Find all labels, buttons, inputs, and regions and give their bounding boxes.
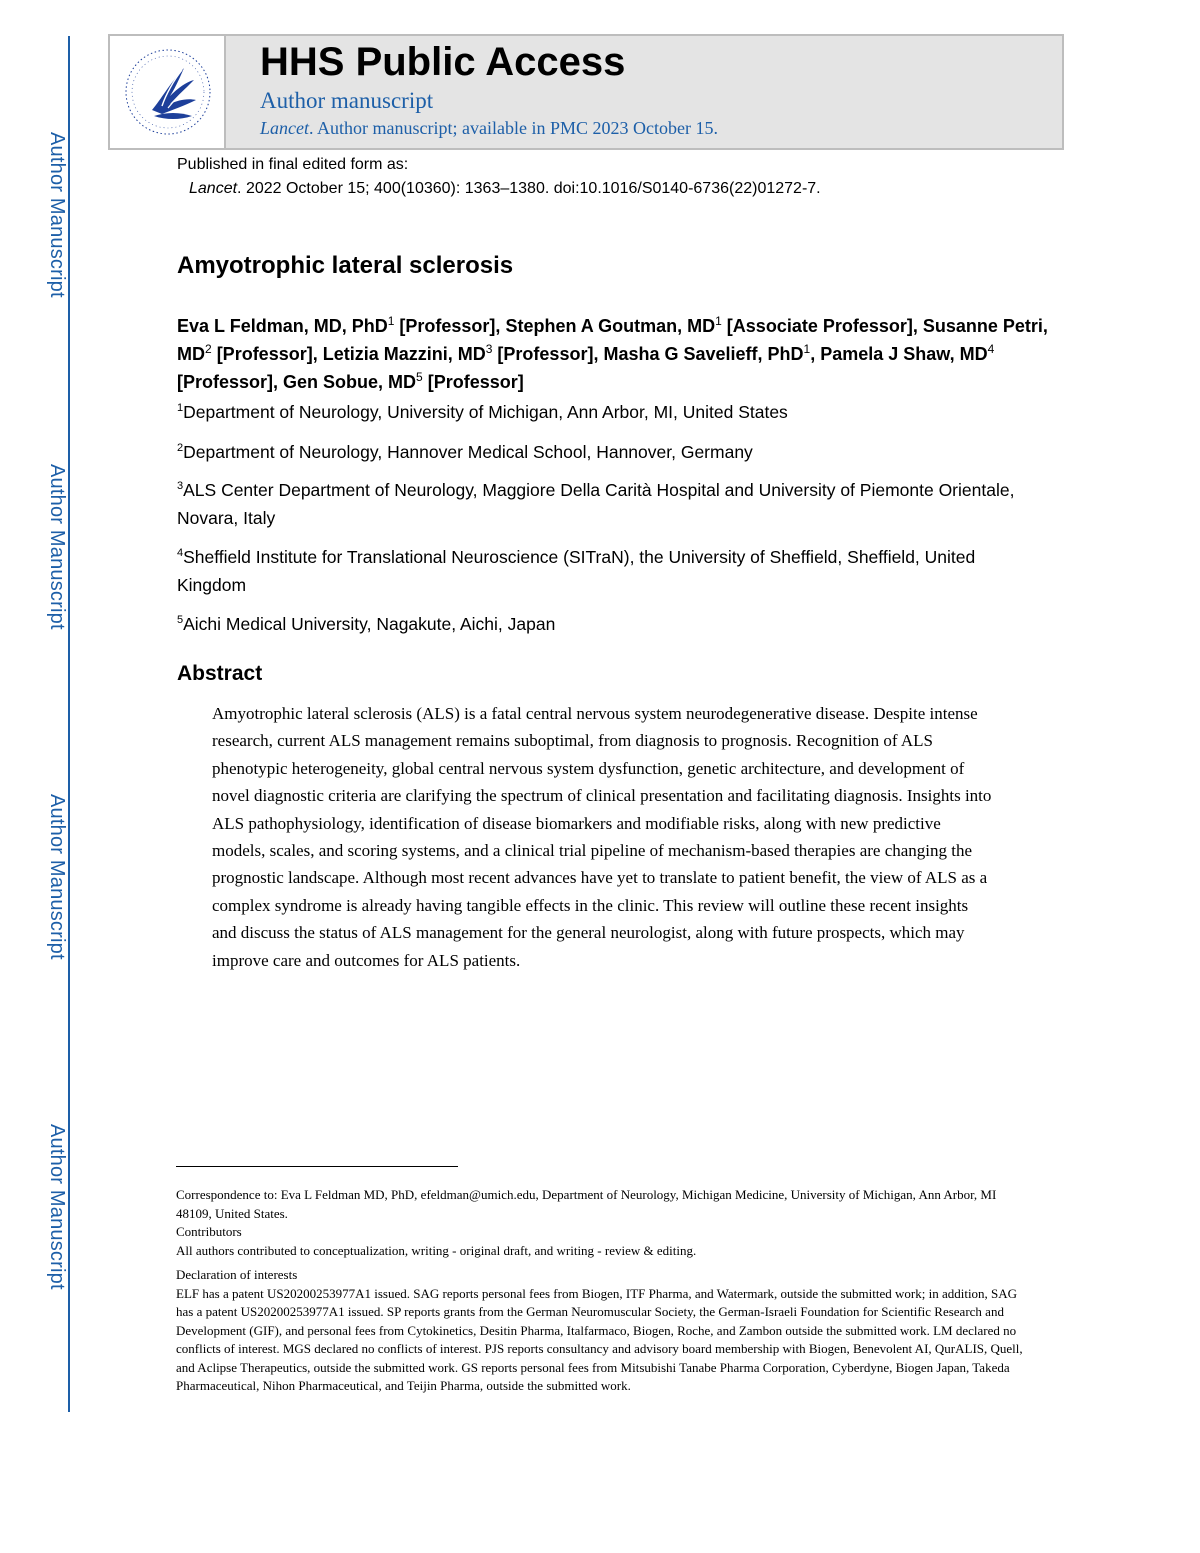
author-role: [Professor] [422,372,524,392]
affiliation-number: 2 [177,442,184,455]
affiliation [177,543,1037,599]
side-label-2: Author Manuscript [46,464,68,630]
author-role: [Professor], [211,344,323,364]
author-affiliation-mark: 3 [485,342,493,356]
header-availability: . Author manuscript; available in PMC 2023 October 15. [309,118,718,138]
affiliation-text: Aichi Medical University, Nagakute, Aichi, Japan [183,614,556,634]
citation-journal: Lancet [189,180,238,197]
published-label: Published in final edited form as: [177,156,409,173]
author-affiliation-mark: 2 [205,342,212,356]
hhs-title-panel [226,36,1062,148]
citation-details: . 2022 October 15; 400(10360): 1363–1380. doi:10.1016/S0140-6736(22)01272-7. [237,180,821,197]
affiliation-text: Department of Neurology, University of Michigan, Ann Arbor, MI, United States [183,402,788,422]
affiliation-text: Sheffield Institute for Translational Neuroscience (SITraN), the University of Sheffield, Sheffield, United Kingdom [177,547,976,595]
author-name: Gen Sobue, MD [283,372,417,392]
author-name: Pamela J Shaw, MD [820,344,988,364]
affiliation [177,610,1037,638]
author-role: , [810,344,821,364]
author-manuscript-label: Author manuscript [260,88,434,113]
side-label-1: Author Manuscript [46,132,68,298]
article-title: Amyotrophic lateral sclerosis [177,252,514,279]
abstract-heading: Abstract [177,662,263,685]
side-label-4: Author Manuscript [46,1124,68,1290]
author-affiliation-mark: 1 [803,342,811,356]
hhs-header [108,34,1064,150]
footnote-divider [176,1166,458,1167]
author-role: [Professor], [177,372,284,392]
author-list [177,312,1057,396]
side-label-3: Author Manuscript [46,794,68,960]
citation-line [189,180,821,198]
abstract-text: Amyotrophic lateral sclerosis (ALS) is a fatal central nervous system neurodegenerative disease. Despite intense research, current ALS management remains suboptimal, from diagnosis to prognosis. Recognition of ALS phenotypic heterogeneity, global central nervous system dysfunction, genetic architecture, and development of novel diagnostic criteria are clarifying the spectrum of clinical presentation and facilitating diagnosis. Insights into ALS pathophysiology, identification of disease biomarkers and modifiable risks, along with new predictive models, scales, and scoring systems, and a clinical trial pipeline of mechanism-based therapies are changing the prognostic landscape. Although most recent advances have yet to translate to patient benefit, the view of ALS as a complex syndrome is already having tangible effects in the clinic. This review will outline these recent insights and discuss the status of ALS management for the general neurologist, along with future prospects, which may improve care and outcomes for ALS patients. [212,704,992,970]
author-affiliation-mark: 5 [416,370,423,384]
author-name: Masha G Savelieff, PhD [603,344,804,364]
author-role: [Professor], [492,344,604,364]
affiliation [177,438,1037,466]
footnotes [176,1186,1028,1396]
author-name: Susanne Petri, MD [177,316,1048,364]
interests-heading: Declaration of interests [176,1267,298,1282]
author-name: Letizia Mazzini, MD [322,344,486,364]
margin-rule [68,36,70,1412]
affiliation-text: ALS Center Department of Neurology, Maggiore Della Carità Hospital and University of Piemonte Orientale, Novara, Italy [177,480,1015,528]
hhs-logo [110,36,226,148]
author-role: [Professor], [394,316,506,336]
affiliation [177,398,1037,426]
affiliation-number: 4 [177,547,184,560]
hhs-eagle-seal-icon [122,46,214,138]
contributors-text: All authors contributed to conceptualization, writing - original draft, and writing - review & editing. [176,1242,697,1258]
affiliation-number: 5 [177,614,184,627]
author-name: Stephen A Goutman, MD [505,316,716,336]
author-role: [Associate Professor], [721,316,923,336]
hhs-title: HHS Public Access [260,40,626,84]
affiliation-number: 1 [177,402,184,415]
author-affiliation-mark: 1 [387,314,395,328]
affiliation [177,476,1037,532]
affiliation-text: Department of Neurology, Hannover Medical School, Hannover, Germany [183,442,753,462]
affiliation-number: 3 [177,480,184,493]
author-name: Eva L Feldman, MD, PhD [177,316,388,336]
correspondence-note: Correspondence to: Eva L Feldman MD, PhD, efeldman@umich.edu, Department of Neurology, Michigan Medicine, University of Michigan, Ann Arbor, MI 48109, United States. [176,1187,997,1221]
interests-text: ELF has a patent US20200253977A1 issued. SAG reports personal fees from Biogen, ITF Pharma, and Watermark, outside the submitted work; in addition, SAG has a patent US20200253977A1 issued. SP reports grants from the German Neuromuscular Society, the German-Israeli Foundation for Scientific Research and Development (GIF), and personal fees from Cytokinetics, Desitin Pharma, Italfarmaco, Biogen, Roche, and Zambon outside the submitted work. LM declared no conflicts of interest. MGS declared no conflicts of interest. PJS reports consultancy and advisory board membership with Biogen, Benevolent AI, QurALIS, Quell, and Aclipse Therapeutics, outside the submitted work. GS reports personal fees from Mitsubishi Tanabe Pharma Corporation, Cyberdyne, Biogen Japan, Takeda Pharmaceutical, Nihon Pharmaceutical, and Teijin Pharma, outside the submitted work. [176,1285,1023,1393]
contributors-heading: Contributors [176,1224,242,1239]
header-journal: Lancet [260,118,309,138]
availability-line [260,118,718,139]
author-affiliation-mark: 1 [715,314,722,328]
author-affiliation-mark: 4 [987,342,995,356]
